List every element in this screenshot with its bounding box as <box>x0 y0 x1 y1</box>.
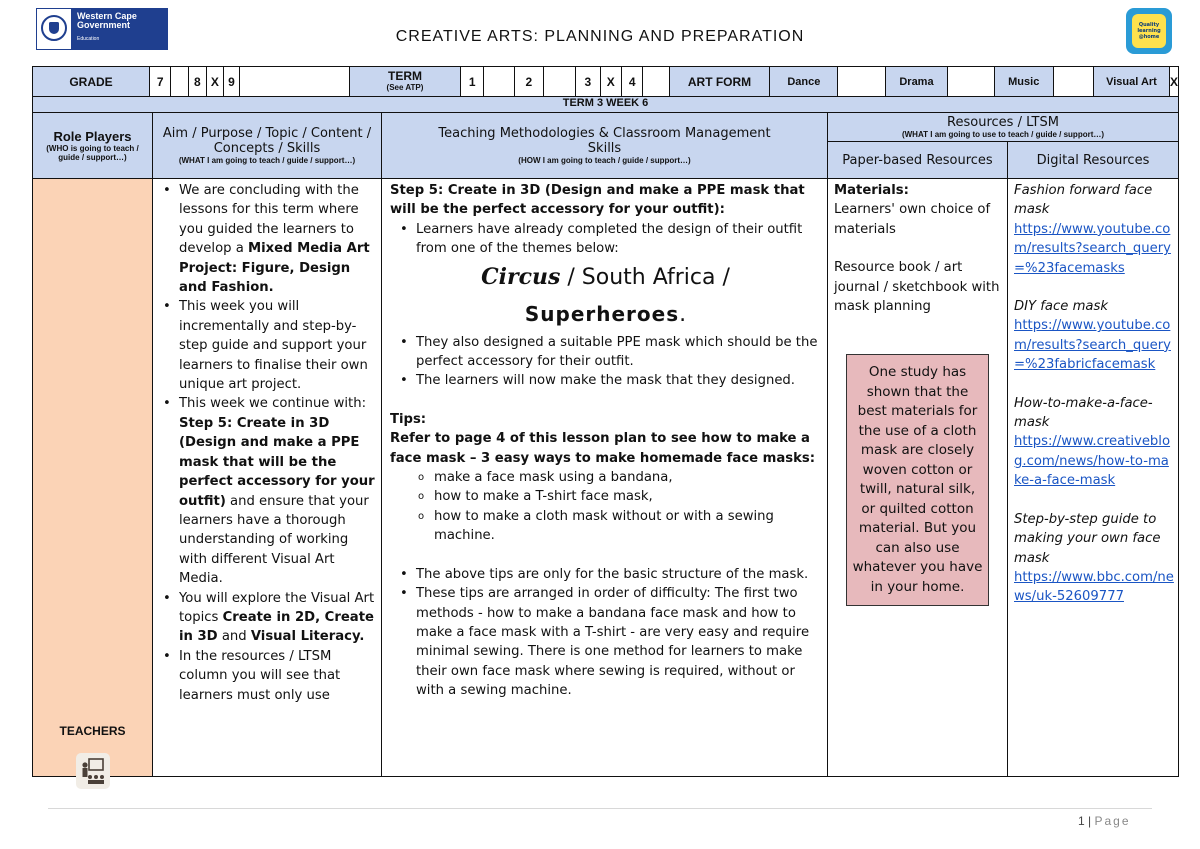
term-week-banner: TERM 3 WEEK 6 <box>33 97 1179 113</box>
role-header-title: Role Players <box>53 129 132 144</box>
resources-header-sub: (WHAT I am going to use to teach / guide / support…) <box>901 129 1105 139</box>
grade-option: 9 <box>224 67 240 96</box>
method-bullet: • These tips are arranged in order of difficulty: The first two methods - how to make a bandana face mask and how to make a face mask with a T-shirt - are very easy and require minimal sewing. There is one method for learners to make their own face mask where sewing is required, without or with a sewing machine. <box>416 584 821 700</box>
theme-south-africa: South Africa <box>581 264 716 290</box>
method-heading: Step 5: Create in 3D (Design and make a PPE mask that will be the perfect accessory for your outfit): <box>390 183 805 218</box>
art-form-option <box>1054 67 1094 96</box>
digital-resources-header: Digital Resources <box>1036 152 1150 168</box>
method-bullet: • They also designed a suitable PPE mask which should be the perfect accessory for their outfit. <box>416 333 821 372</box>
art-form-label: ART FORM <box>670 67 770 96</box>
role-header-sub: (WHO is going to teach / guide / support…) <box>46 144 139 162</box>
aim-bullet: • You will explore the Visual Art topics Create in 2D, Create in 3D and Visual Literacy. <box>179 589 377 647</box>
footer-divider <box>48 808 1152 809</box>
planning-table <box>32 66 1179 777</box>
materials-item: Learners' own choice of materials <box>834 202 991 237</box>
term-option <box>643 67 669 96</box>
badge-line1: Quality <box>1138 22 1160 28</box>
art-form-option <box>838 67 886 96</box>
aim-bullet: • In the resources / LTSM column you will see that learners must only use <box>179 647 377 705</box>
aim-bullet: • This week we continue with: Step 5: Create in 3D (Design and make a PPE mask that will be the perfect accessory for your outfit) and ensure that your learners have a thorough understanding of working with different Visual Art Media. <box>179 394 377 588</box>
term-label: TERM <box>387 68 422 83</box>
grade-option: 8 <box>189 67 207 96</box>
tips-label: Tips: <box>390 411 427 427</box>
grade-label: GRADE <box>33 67 150 96</box>
materials-item: Resource book / art journal / sketchbook with mask planning <box>834 260 1000 315</box>
grade-option: X <box>207 67 225 96</box>
tip-item: o how to make a cloth mask without or with a sewing machine. <box>434 507 821 546</box>
cloth-mask-note: One study has shown that the best materials for the use of a cloth mask are closely woven cotton or twill, natural silk, or quilted cotton material. But you can also use whatever you have in your home. <box>846 354 989 606</box>
digital-resource-title: Fashion forward face mask <box>1014 183 1153 218</box>
paper-resources-header: Paper-based Resources <box>842 152 993 168</box>
tip-item: o how to make a T-shirt face mask, <box>434 487 821 506</box>
logo-line1: Western Cape <box>77 11 137 21</box>
method-bullet: • Learners have already completed the design of their outfit from one of the themes below: <box>416 220 821 259</box>
logo-line3: Education <box>77 36 100 42</box>
grade-option <box>171 67 189 96</box>
method-header-title: Teaching Methodologies & Classroom Management Skills <box>438 126 771 156</box>
theme-list: Circus / South Africa / Superheroes. <box>481 263 730 327</box>
term-option: 2 <box>515 67 544 96</box>
term-sub-label: (See ATP) <box>386 82 424 92</box>
art-form-option: Drama <box>886 67 947 96</box>
tips-body: Refer to page 4 of this lesson plan to see how to make a face mask – 3 easy ways to make homemade face masks: <box>390 431 816 466</box>
grade-option <box>240 67 350 96</box>
method-bullet: • The learners will now make the mask that they designed. <box>416 371 821 390</box>
digital-resource-link[interactable]: https://www.creativeblog.com/news/how-to-make-a-face-mask <box>1014 434 1171 489</box>
teachers-label: TEACHERS <box>59 723 126 738</box>
aim-header-title: Aim / Purpose / Topic / Content / Concepts / Skills <box>162 126 372 156</box>
tip-item: o make a face mask using a bandana, <box>434 468 821 487</box>
quality-learning-badge <box>1126 8 1172 54</box>
page-title: CREATIVE ARTS: PLANNING AND PREPARATION <box>395 28 805 45</box>
materials-label: Materials: <box>834 183 909 198</box>
art-form-option: Dance <box>770 67 838 96</box>
grade-option: 7 <box>150 67 171 96</box>
aim-header-sub: (WHAT I am going to teach / guide / support…) <box>178 156 356 165</box>
aim-bullet: • This week you will incrementally and step-by-step guide and support your learners to finalise their own unique art project. <box>179 297 377 394</box>
term-option: 1 <box>461 67 484 96</box>
digital-resource-title: How-to-make-a-face-mask <box>1014 395 1153 431</box>
badge-line3: @home <box>1138 34 1160 40</box>
art-form-option: Visual Art <box>1094 67 1170 96</box>
digital-resource-title: DIY face mask <box>1014 299 1109 315</box>
logo-line2: Government <box>77 20 131 30</box>
badge-line2: learning <box>1137 28 1161 34</box>
page-number: 1 | Page <box>1078 814 1131 828</box>
theme-superheroes: Superheroes <box>524 301 680 326</box>
art-form-option <box>948 67 995 96</box>
teacher-classroom-icon <box>76 753 110 789</box>
digital-resource-link[interactable]: https://www.youtube.com/results?search_query=%23fabricfacemask <box>1014 318 1171 373</box>
aim-bullet: • We are concluding with the lessons for this term where you guided the learners to develop a Mixed Media Art Project: Figure, Design and Fashion. <box>179 181 377 297</box>
art-form-option: Music <box>995 67 1054 96</box>
digital-resource-link[interactable]: https://www.bbc.com/news/uk-52609777 <box>1014 569 1174 605</box>
method-header-sub: (HOW I am going to teach / guide / support…) <box>518 156 691 165</box>
theme-circus: Circus <box>481 263 561 290</box>
term-option: 4 <box>622 67 643 96</box>
resources-header-title: Resources / LTSM <box>947 114 1059 130</box>
art-form-option: X <box>1170 67 1178 96</box>
digital-resource-link[interactable]: https://www.youtube.com/results?search_query=%23facemasks <box>1014 221 1171 276</box>
grade-row <box>33 67 1179 97</box>
term-option <box>544 67 576 96</box>
term-option: 3 <box>576 67 600 96</box>
term-option: X <box>601 67 622 96</box>
digital-resource-title: Step-by-step guide to making your own face mask <box>1014 511 1161 566</box>
method-bullet: • The above tips are only for the basic structure of the mask. <box>416 565 821 584</box>
term-option <box>484 67 514 96</box>
